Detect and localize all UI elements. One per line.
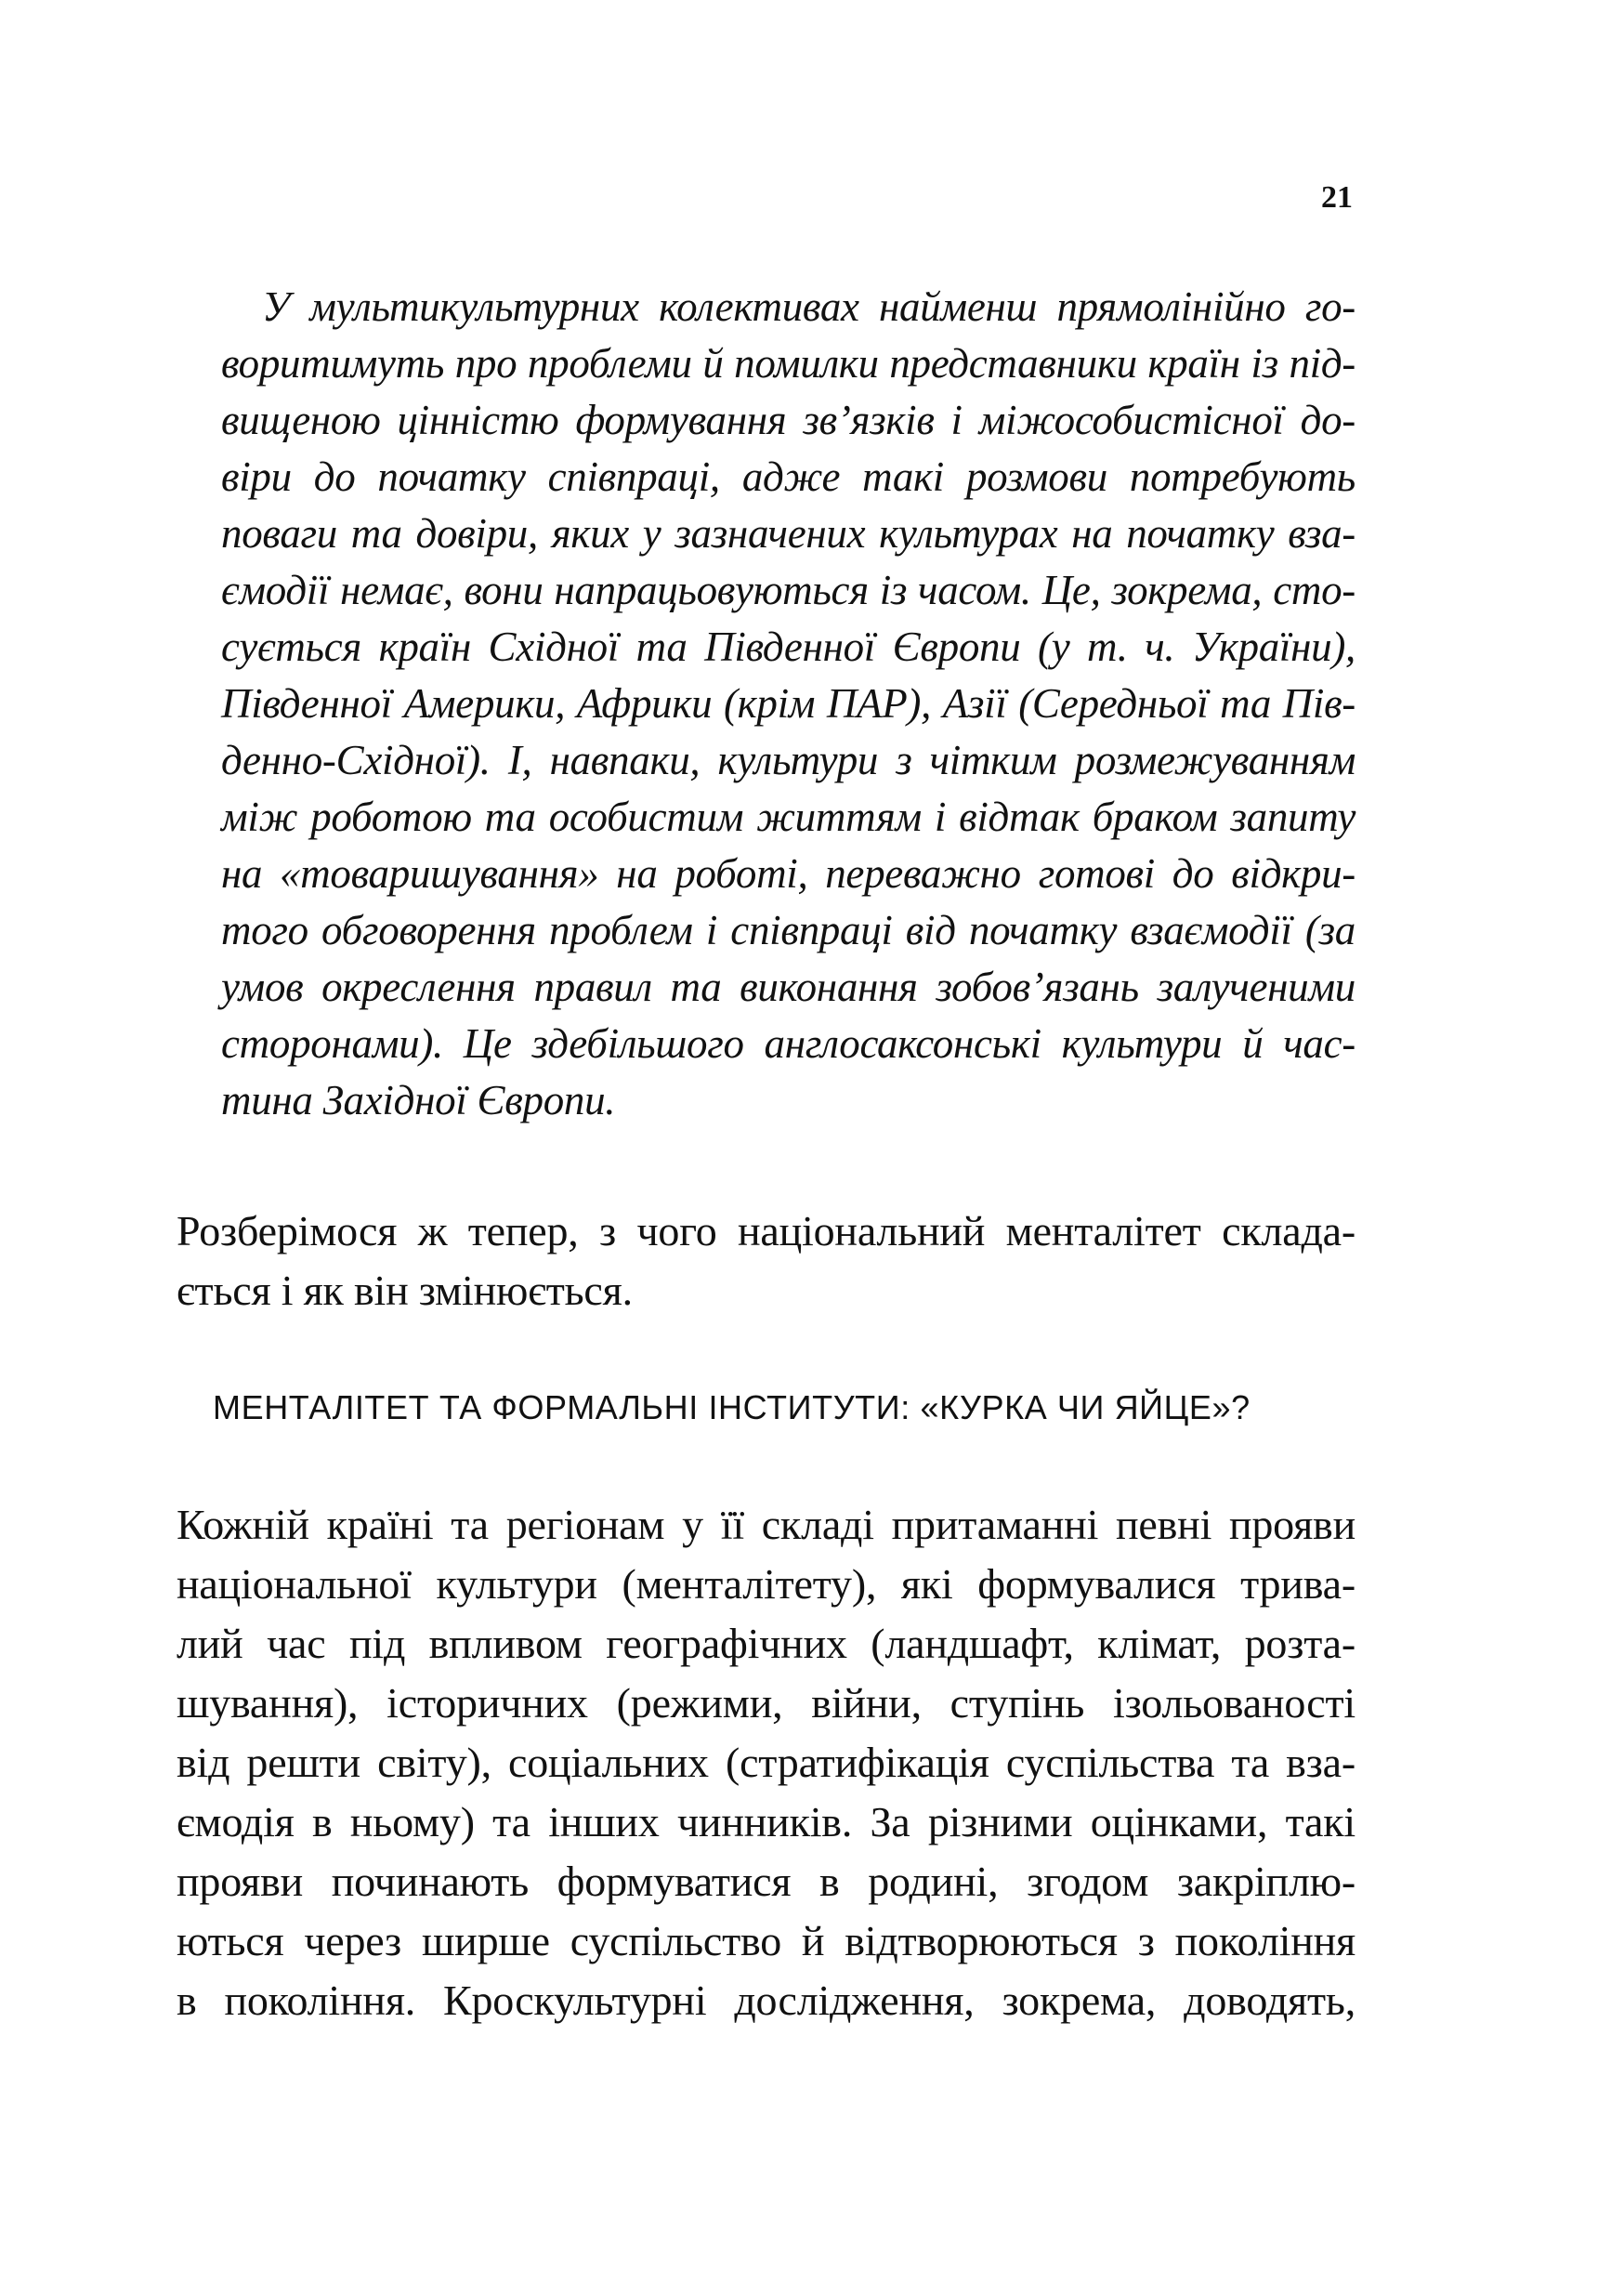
quote-line: вищеною цінністю формування зв’язків і міжособистісної до-	[221, 397, 1356, 443]
quote-line: сторонами). Це здебільшого англосаксонські культури й час-	[221, 1020, 1356, 1067]
paragraph-line: ється і як він змінюється.	[177, 1267, 633, 1314]
paragraph-line: національної культури (менталітету), які формувалися трива-	[177, 1560, 1356, 1608]
quote-line: на «товаришування» на роботі, переважно готові до відкри-	[221, 850, 1356, 897]
quote-line: Південної Америки, Африки (крім ПАР), Азії (Середньої та Пів-	[221, 680, 1356, 727]
quote-line: тина Західної Європи.	[221, 1077, 616, 1123]
quote-line: поваги та довіри, яких у зазначених культурах на початку вза-	[221, 510, 1356, 557]
quote-line: воритимуть про проблеми й помилки представники країн із під-	[221, 340, 1356, 387]
quote-line: У мультикультурних колективах найменш прямолінійно го-	[262, 283, 1356, 330]
paragraph-line: прояви починають формуватися в родині, згодом закріплю-	[177, 1858, 1356, 1905]
quote-line: денно-Східної). І, навпаки, культури з чітким розмежуванням	[221, 737, 1356, 783]
paragraph-line: лий час під впливом географічних (ландшафт, клімат, розта-	[177, 1620, 1356, 1667]
quote-line: умов окреслення правил та виконання зобов’язань залученими	[221, 964, 1356, 1010]
quote-line: між роботою та особистим життям і відтак браком запиту	[221, 794, 1356, 840]
paragraph-line: в покоління. Кроскультурні дослідження, зокрема, доводять,	[177, 1977, 1356, 2024]
paragraph-line: шування), історичних (режими, війни, ступінь ізольованості	[177, 1679, 1356, 1727]
quote-line: віри до початку співпраці, адже такі розмови потребують	[221, 453, 1356, 500]
paragraph-line: ються через ширше суспільство й відтворюються з покоління	[177, 1917, 1356, 1964]
quote-line: ємодії немає, вони напрацьовуються із часом. Це, зокрема, сто-	[221, 567, 1356, 613]
quote-line: того обговорення проблем і співпраці від початку взаємодії (за	[221, 907, 1356, 953]
page-number: 21	[1321, 180, 1353, 215]
paragraph-line: ємодія в ньому) та інших чинників. За різними оцінками, такі	[177, 1798, 1356, 1845]
paragraph-line: від решти світу), соціальних (стратифікація суспільства та вза-	[177, 1739, 1356, 1786]
paragraph-line: Розберімося ж тепер, з чого національний менталітет склада-	[177, 1207, 1356, 1254]
quote-line: сується країн Східної та Південної Європи (у т. ч. України),	[221, 624, 1356, 670]
paragraph-line: Кожній країні та регіонам у її складі притаманні певні прояви	[177, 1501, 1356, 1548]
section-heading: МЕНТАЛІТЕТ ТА ФОРМАЛЬНІ ІНСТИТУТИ: «КУРКА ЧИ ЯЙЦЕ»?	[213, 1388, 1251, 1426]
